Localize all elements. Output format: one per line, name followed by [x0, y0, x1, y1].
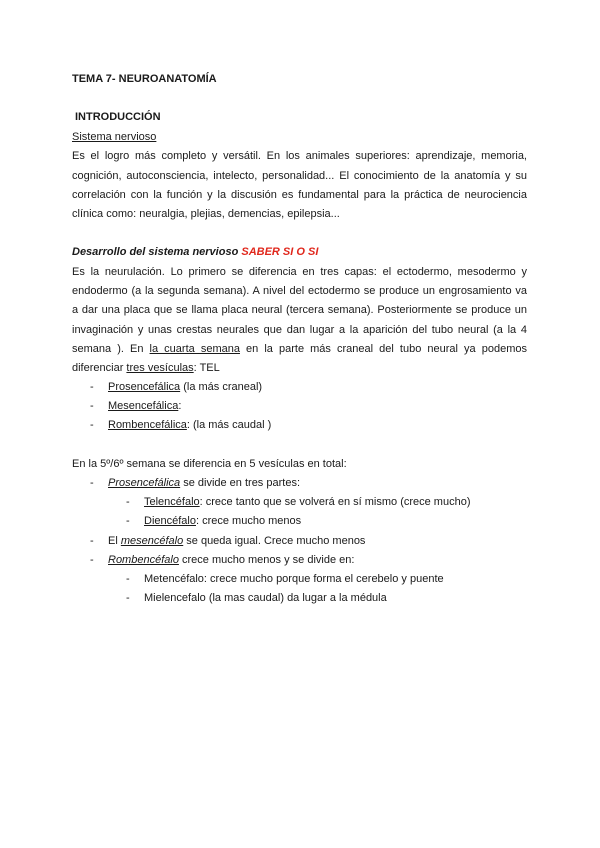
later-mes — [108, 534, 365, 548]
later-mes-name: mesencéfalo — [120, 535, 184, 547]
later-mes-desc: se queda igual. Crece mucho menos — [183, 535, 366, 547]
dev-line-3: a dar una placa que se llama placa neural (tercera semana). Posteriormente se produce un — [72, 304, 527, 316]
dev-line-5-underlined: la cuarta semana — [149, 343, 240, 355]
vesicle-desc: (la más craneal) — [180, 381, 263, 393]
list-dash: - — [126, 573, 130, 585]
intro-line-1: Es el logro más completo y versátil. En los animales superiores: aprendizaje, memoria, — [72, 150, 527, 162]
list-dash: - — [126, 515, 130, 527]
vesicle-item-1 — [108, 380, 262, 394]
dev-line-6-b: : TEL — [193, 362, 220, 374]
list-dash: - — [90, 400, 94, 412]
vesicle-item-2 — [108, 399, 181, 413]
dev-line-6-a: diferenciar — [72, 362, 127, 374]
vesicle-item-3 — [108, 418, 271, 432]
later-romb-desc: crece mucho menos y se divide en: — [178, 554, 355, 566]
intro-subheading: Sistema nervioso — [72, 131, 157, 143]
dev-line-5-a: semana ). En — [72, 343, 150, 355]
list-dash: - — [90, 381, 94, 393]
romb-sub-1: Metencéfalo: crece mucho porque forma el cerebelo y puente — [144, 573, 444, 585]
vesicle-name: Prosencefálica — [108, 381, 181, 393]
dev-line-1: Es la neurulación. Lo primero se diferencia en tres capas: el ectodermo, mesodermo y — [72, 266, 527, 278]
intro-line-3: correlación con la función y la discusión es fundamental para la práctica de neurociencia — [72, 189, 527, 201]
intro-line-4: clínica como: neuralgia, plejias, demencias, epilepsia... — [72, 208, 340, 220]
later-pros-desc: se divide en tres partes: — [180, 477, 300, 489]
list-dash: - — [90, 419, 94, 431]
dev-line-2: endodermo (a la segunda semana). A nivel del ectodermo se produce un engrosamiento va — [72, 285, 527, 297]
romb-sub-2: Mielencefalo (la mas caudal) da lugar a la médula — [144, 592, 387, 604]
dev-note: SABER SI O SI — [241, 246, 319, 258]
dev-line-4: invaginación y unas crestas neurales que dan lugar a la aparición del tubo neural (a la 4 — [72, 324, 527, 336]
dev-line-6 — [72, 361, 220, 375]
pros-sub-1 — [144, 495, 471, 509]
pros-sub-desc: : crece tanto que se volverá en sí mismo (crece mucho) — [199, 496, 471, 508]
vesicle-name: Mesencefálica — [108, 400, 179, 412]
pros-sub-name: Diencéfalo — [144, 515, 196, 527]
list-dash: - — [90, 477, 94, 489]
intro-heading: INTRODUCCIÓN — [75, 111, 161, 123]
later-mes-pre: El — [108, 535, 121, 547]
later-intro: En la 5º/6º semana se diferencia en 5 vesículas en total: — [72, 458, 347, 470]
later-romb — [108, 553, 354, 567]
pros-sub-desc: : crece mucho menos — [195, 515, 302, 527]
dev-heading: Desarrollo del sistema nervioso — [72, 246, 239, 258]
later-pros-name: Prosencefálica — [108, 477, 181, 489]
list-dash: - — [90, 554, 94, 566]
document-title: TEMA 7- NEUROANATOMÍA — [72, 73, 217, 85]
vesicle-desc: : (la más caudal ) — [186, 419, 272, 431]
list-dash: - — [90, 535, 94, 547]
vesicle-desc: : — [178, 400, 182, 412]
later-pros — [108, 476, 300, 490]
dev-line-6-underlined: tres vesículas — [126, 362, 194, 374]
vesicle-name: Rombencefálica — [108, 419, 187, 431]
pros-sub-name: Telencéfalo — [144, 496, 200, 508]
pros-sub-2 — [144, 514, 301, 528]
dev-heading-line — [72, 245, 318, 259]
later-romb-name: Rombencéfalo — [108, 554, 179, 566]
intro-line-2: cognición, autoconsciencia, intelecto, personalidad... El conocimiento de la anatomía y su — [72, 170, 527, 182]
list-dash: - — [126, 496, 130, 508]
dev-line-5 — [72, 342, 527, 356]
list-dash: - — [126, 592, 130, 604]
dev-line-5-b: en la parte más craneal del tubo neural ya podemos — [239, 343, 527, 355]
